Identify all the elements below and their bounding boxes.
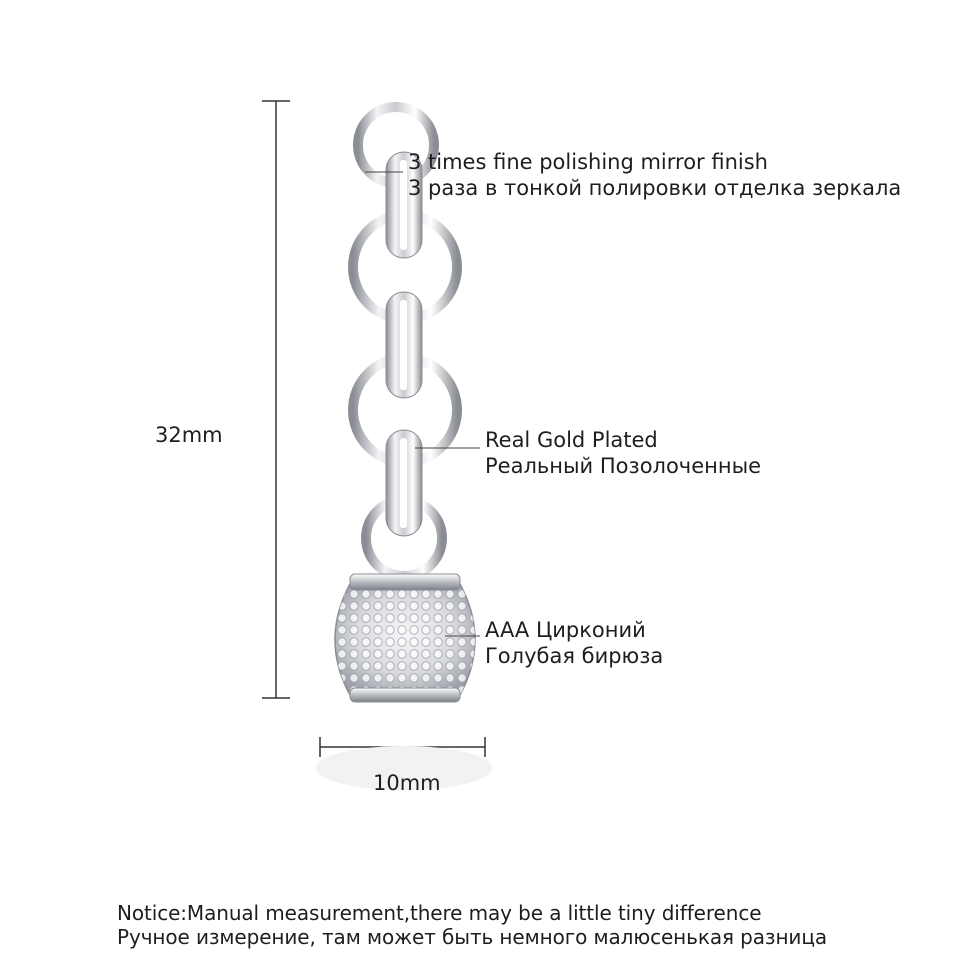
feature-plating bbox=[485, 427, 761, 479]
feature-polish-ru: 3 раза в тонкой полировки отделка зеркала bbox=[408, 176, 902, 200]
height-label: 32mm bbox=[155, 423, 223, 447]
feature-zircon-ru: Голубая бирюза bbox=[485, 644, 664, 668]
charm-cap-bottom bbox=[350, 688, 460, 702]
notice-ru: Ручное измерение, там может быть немного малюсенькая разница bbox=[117, 925, 827, 949]
feature-polish-en: 3 times fine polishing mirror finish bbox=[408, 150, 768, 174]
feature-zircon-en: AAA Цирконий bbox=[485, 618, 646, 642]
notice-en: Notice:Manual measurement,there may be a little tiny difference bbox=[117, 901, 762, 925]
feature-zircon bbox=[485, 617, 663, 669]
height-dimension-line bbox=[262, 101, 290, 698]
chain-links bbox=[386, 152, 422, 536]
feature-plating-en: Real Gold Plated bbox=[485, 428, 658, 452]
feature-plating-ru: Реальный Позолоченные bbox=[485, 454, 762, 478]
charm-cap-top bbox=[350, 574, 460, 590]
width-label: 10mm bbox=[373, 771, 441, 795]
feature-polish bbox=[408, 149, 901, 201]
pave-charm bbox=[335, 574, 475, 702]
notice bbox=[117, 901, 827, 949]
